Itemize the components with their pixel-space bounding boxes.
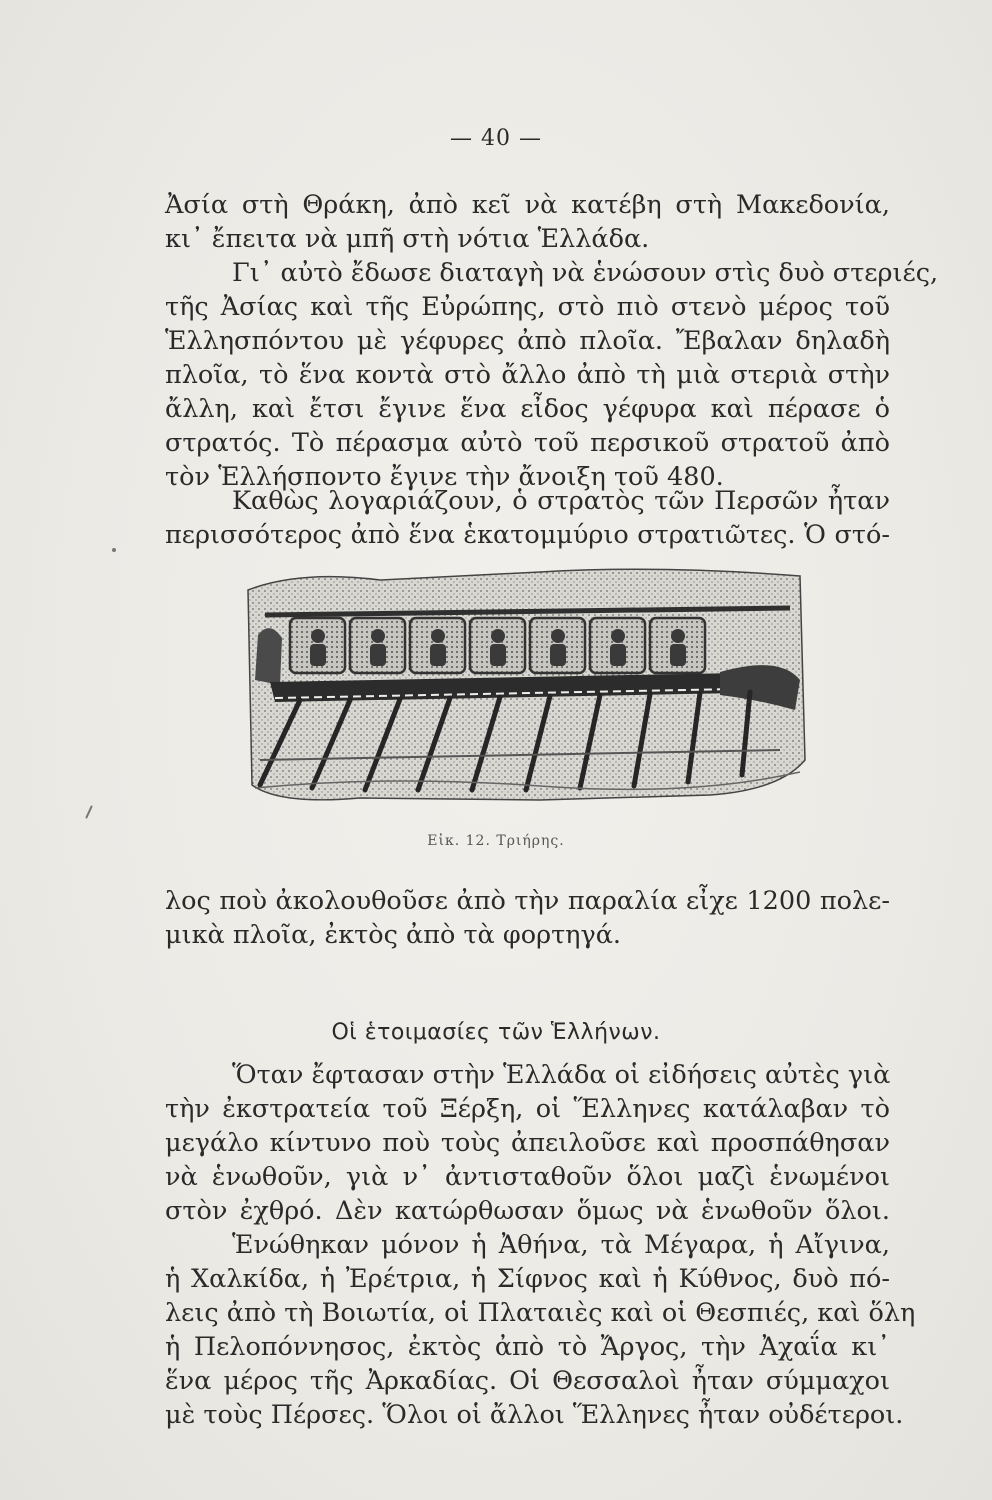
text-line: ἡ Χαλκίδα, ἡ Ἐρέτρια, ἡ Σίφνος καὶ ἡ Κύθνος, δυὸ πό- xyxy=(165,1264,890,1294)
trireme-relief-illustration xyxy=(240,560,810,818)
text-line: κι᾿ ἔπειτα νὰ μπῆ στὴ νότια Ἑλλάδα. xyxy=(165,224,650,254)
text-line: ἡ Πελοπόννησος, ἐκτὸς ἀπὸ τὸ Ἄργος, τὴν Ἀχαΐα κι᾿ xyxy=(165,1332,890,1362)
text-line: στὸν ἐχθρό. Δὲν κατώρθωσαν ὅμως νὰ ἑνωθοῦν ὅλοι. xyxy=(165,1196,890,1226)
text-line: Καθὼς λογαριάζουν, ὁ στρατὸς τῶν Περσῶν ἦταν xyxy=(232,486,890,516)
figure-caption: Εἰκ. 12. Τριήρης. xyxy=(427,833,565,849)
text-line: Ἀσία στὴ Θράκη, ἀπὸ κεῖ νὰ κατέβη στὴ Μακεδονία, xyxy=(165,190,890,220)
text-line: λεις ἀπὸ τὴ Βοιωτία, οἱ Πλαταιὲς καὶ οἱ Θεσπιές, καὶ ὅλη xyxy=(165,1298,916,1328)
text-line: λος ποὺ ἀκολουθοῦσε ἀπὸ τὴν παραλία εἶχε 1200 πολε- xyxy=(165,886,890,916)
text-line: μὲ τοὺς Πέρσες. Ὅλοι οἱ ἄλλοι Ἕλληνες ἦταν οὐδέτεροι. xyxy=(165,1400,904,1430)
text-line: τὴν ἐκστρατεία τοῦ Ξέρξη, οἱ Ἕλληνες κατάλαβαν τὸ xyxy=(165,1094,890,1124)
page-number: — 40 — xyxy=(450,126,542,151)
text-line: μεγάλο κίντυνο ποὺ τοὺς ἀπειλοῦσε καὶ προσπάθησαν xyxy=(165,1128,890,1158)
text-line: τῆς Ἀσίας καὶ τῆς Εὐρώπης, στὸ πιὸ στενὸ μέρος τοῦ xyxy=(165,292,890,322)
text-line: περισσότερος ἀπὸ ἕνα ἑκατομμύριο στρατιῶτες. Ὁ στό- xyxy=(165,520,890,550)
print-speck xyxy=(112,548,116,552)
text-line: ἄλλη, καὶ ἔτσι ἔγινε ἕνα εἶδος γέφυρα καὶ πέρασε ὁ xyxy=(165,394,890,424)
text-line: τὸν Ἑλλήσποντο ἔγινε τὴν ἄνοιξη τοῦ 480. xyxy=(165,462,724,492)
text-line: στρατός. Τὸ πέρασμα αὐτὸ τοῦ περσικοῦ στρατοῦ ἀπὸ xyxy=(165,428,890,458)
section-subheading: Οἱ ἑτοιμασίες τῶν Ἑλλήνων. xyxy=(331,1020,661,1045)
text-line: Ὅταν ἔφτασαν στὴν Ἑλλάδα οἱ εἰδήσεις αὐτὲς γιὰ xyxy=(232,1060,891,1090)
print-speck xyxy=(85,805,93,819)
text-line: Ἑνώθηκαν μόνον ἡ Ἀθήνα, τὰ Μέγαρα, ἡ Αἴγινα, xyxy=(232,1230,890,1260)
text-line: ἕνα μέρος τῆς Ἀρκαδίας. Οἱ Θεσσαλοὶ ἦταν σύμμαχοι xyxy=(165,1366,890,1396)
text-line: νὰ ἑνωθοῦν, γιὰ ν᾿ ἀντισταθοῦν ὅλοι μαζὶ ἑνωμένοι xyxy=(165,1162,890,1192)
text-line: Ἑλλησπόντου μὲ γέφυρες ἀπὸ πλοῖα. Ἔβαλαν δηλαδὴ xyxy=(165,326,890,356)
text-line: πλοῖα, τὸ ἕνα κοντὰ στὸ ἄλλο ἀπὸ τὴ μιὰ στεριὰ στὴν xyxy=(165,360,890,390)
text-line: Γι᾿ αὐτὸ ἔδωσε διαταγὴ νὰ ἑνώσουν στὶς δυὸ στεριές, xyxy=(232,258,939,288)
text-line: μικὰ πλοῖα, ἐκτὸς ἀπὸ τὰ φορτηγά. xyxy=(165,920,622,950)
